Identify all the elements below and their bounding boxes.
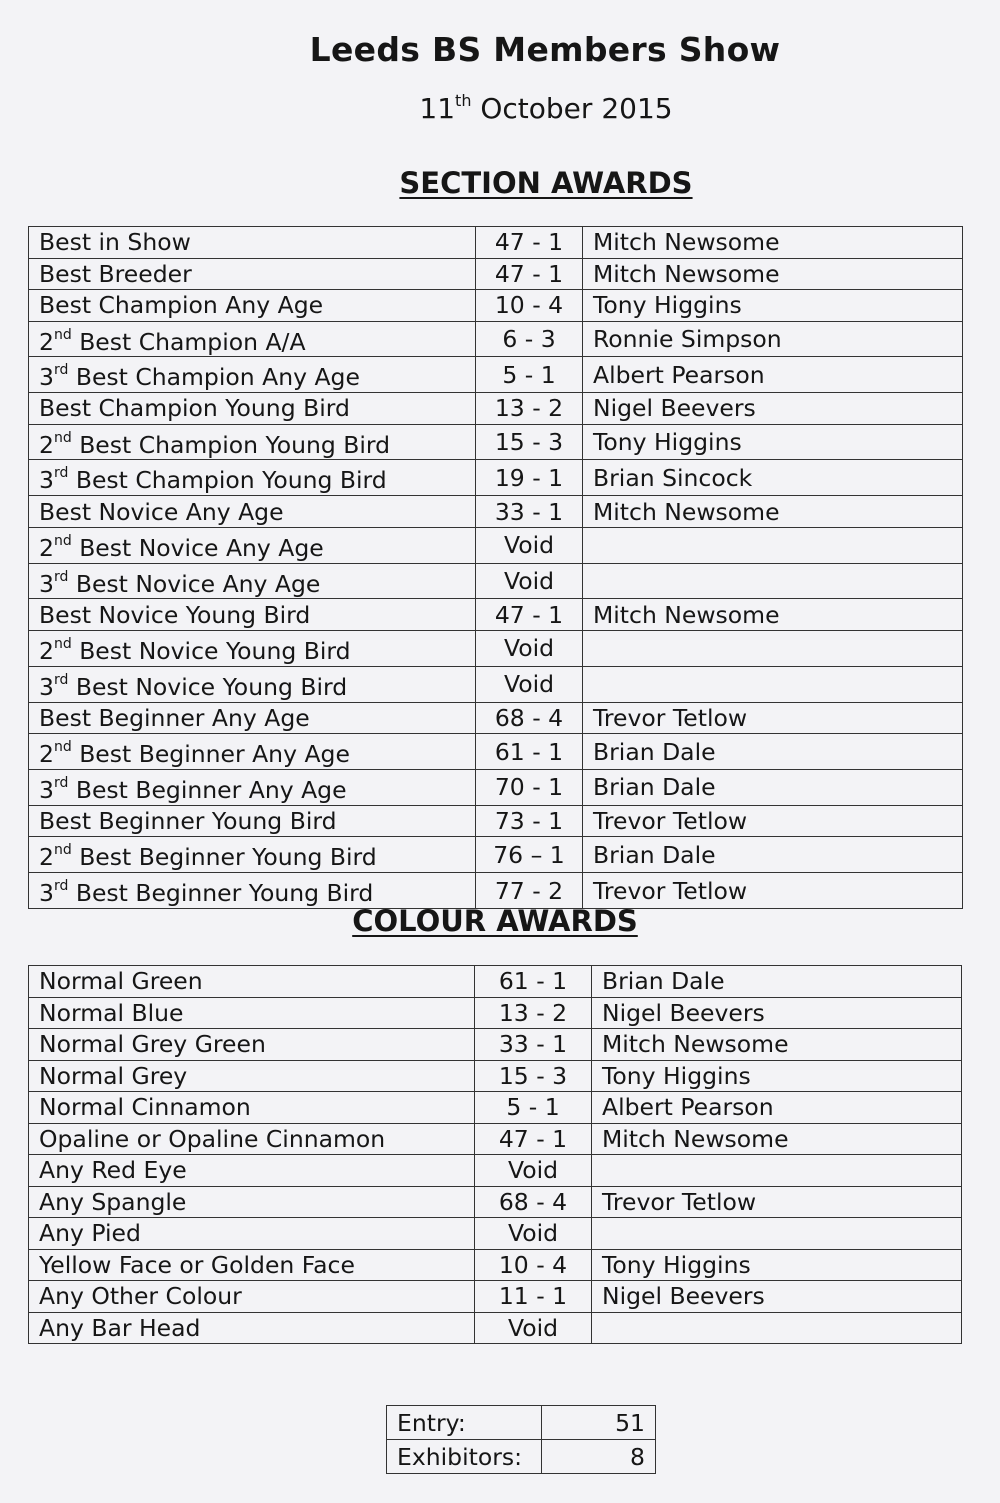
winner-name: Tony Higgins xyxy=(583,290,963,322)
winner-name xyxy=(583,563,963,599)
award-title: Best Novice Young Bird xyxy=(39,600,311,629)
winner-name xyxy=(583,666,963,702)
show-date xyxy=(246,92,846,125)
award-ordinal: 2 xyxy=(39,430,54,459)
award-title: Best Champion A/A xyxy=(71,327,306,356)
table-row xyxy=(29,666,963,702)
award-ordinal-suffix: rd xyxy=(53,878,69,895)
award-name xyxy=(29,702,476,734)
award-title: Best in Show xyxy=(39,228,191,257)
award-name: Any Red Eye xyxy=(29,1155,475,1187)
award-name: Yellow Face or Golden Face xyxy=(29,1249,475,1281)
award-name xyxy=(29,599,476,631)
table-row xyxy=(29,1312,962,1344)
section-awards-body xyxy=(29,227,963,909)
award-ordinal-suffix: nd xyxy=(53,532,72,549)
award-name: Normal Blue xyxy=(29,997,475,1029)
table-row xyxy=(29,1155,962,1187)
award-title: Best Beginner Any Age xyxy=(68,775,347,804)
pen-number: Void xyxy=(476,563,583,599)
winner-name: Trevor Tetlow xyxy=(592,1186,962,1218)
pen-number: 77 - 2 xyxy=(476,873,583,909)
winner-name: Brian Dale xyxy=(583,734,963,770)
pen-number: 68 - 4 xyxy=(476,702,583,734)
award-name xyxy=(29,496,476,528)
table-row xyxy=(29,1060,962,1092)
award-name xyxy=(29,357,476,393)
award-ordinal: 3 xyxy=(39,466,54,495)
pen-number: Void xyxy=(476,630,583,666)
award-title: Best Beginner Young Bird xyxy=(39,807,337,836)
colour-awards-table xyxy=(28,965,962,1344)
award-ordinal-suffix: rd xyxy=(53,465,69,482)
winner-name: Tony Higgins xyxy=(592,1249,962,1281)
winner-name: Albert Pearson xyxy=(583,357,963,393)
winner-name xyxy=(583,527,963,563)
winner-name: Mitch Newsome xyxy=(583,599,963,631)
winner-name: Trevor Tetlow xyxy=(583,805,963,837)
pen-number: Void xyxy=(475,1312,592,1344)
award-name: Normal Grey Green xyxy=(29,1029,475,1061)
pen-number: 19 - 1 xyxy=(476,460,583,496)
date-suffix: th xyxy=(455,90,472,110)
pen-number: 33 - 1 xyxy=(475,1029,592,1061)
award-title: Best Novice Any Age xyxy=(71,533,324,562)
award-ordinal-suffix: nd xyxy=(53,326,72,343)
table-row xyxy=(29,966,962,998)
table-row xyxy=(29,805,963,837)
table-row xyxy=(29,1249,962,1281)
award-name: Normal Green xyxy=(29,966,475,998)
exhibitors-label: Exhibitors: xyxy=(387,1440,542,1474)
award-ordinal: 2 xyxy=(39,327,54,356)
date-month-year: October 2015 xyxy=(471,92,673,125)
table-row xyxy=(29,1218,962,1250)
pen-number: 11 - 1 xyxy=(475,1281,592,1313)
winner-name: Brian Dale xyxy=(583,837,963,873)
award-name xyxy=(29,563,476,599)
table-row xyxy=(29,769,963,805)
award-name xyxy=(29,290,476,322)
award-title: Best Champion Any Age xyxy=(68,363,360,392)
table-row xyxy=(29,1092,962,1124)
colour-awards-heading: COLOUR AWARDS xyxy=(352,904,638,938)
award-name: Normal Cinnamon xyxy=(29,1092,475,1124)
award-name xyxy=(29,734,476,770)
table-row xyxy=(29,997,962,1029)
pen-number: Void xyxy=(476,666,583,702)
table-row xyxy=(29,734,963,770)
winner-name: Nigel Beevers xyxy=(592,1281,962,1313)
table-row xyxy=(29,357,963,393)
pen-number: 68 - 4 xyxy=(475,1186,592,1218)
pen-number: 5 - 1 xyxy=(475,1092,592,1124)
table-row xyxy=(29,702,963,734)
award-title: Best Beginner Young Bird xyxy=(68,878,374,907)
award-name: Normal Grey xyxy=(29,1060,475,1092)
award-title: Best Novice Young Bird xyxy=(68,672,348,701)
winner-name: Brian Dale xyxy=(592,966,962,998)
winner-name xyxy=(592,1312,962,1344)
award-ordinal: 2 xyxy=(39,533,54,562)
table-row xyxy=(29,460,963,496)
award-ordinal-suffix: rd xyxy=(53,362,69,379)
award-name xyxy=(29,527,476,563)
winner-name xyxy=(583,630,963,666)
winner-name xyxy=(592,1155,962,1187)
award-ordinal-suffix: nd xyxy=(53,635,72,652)
winner-name: Trevor Tetlow xyxy=(583,702,963,734)
entry-summary-table xyxy=(386,1405,656,1474)
table-row xyxy=(29,290,963,322)
award-ordinal-suffix: rd xyxy=(53,774,69,791)
award-title: Best Novice Young Bird xyxy=(71,636,351,665)
winner-name: Mitch Newsome xyxy=(583,496,963,528)
award-name xyxy=(29,805,476,837)
pen-number: 13 - 2 xyxy=(475,997,592,1029)
pen-number: 76 – 1 xyxy=(476,837,583,873)
table-row xyxy=(29,496,963,528)
award-title: Best Champion Any Age xyxy=(39,291,324,320)
award-name xyxy=(29,393,476,425)
award-ordinal: 2 xyxy=(39,739,54,768)
entry-value: 51 xyxy=(542,1406,656,1440)
pen-number: 15 - 3 xyxy=(475,1060,592,1092)
pen-number: 70 - 1 xyxy=(476,769,583,805)
section-awards-heading: SECTION AWARDS xyxy=(399,166,693,200)
date-day: 11 xyxy=(419,92,456,125)
award-title: Best Champion Young Bird xyxy=(68,466,387,495)
table-row xyxy=(29,1281,962,1313)
winner-name: Tony Higgins xyxy=(583,424,963,460)
table-row xyxy=(29,258,963,290)
award-ordinal: 2 xyxy=(39,636,54,665)
award-name: Any Other Colour xyxy=(29,1281,475,1313)
award-name xyxy=(29,666,476,702)
table-row xyxy=(29,563,963,599)
pen-number: 6 - 3 xyxy=(476,321,583,357)
award-ordinal-suffix: rd xyxy=(53,568,69,585)
pen-number: 61 - 1 xyxy=(475,966,592,998)
winner-name: Mitch Newsome xyxy=(583,258,963,290)
table-row xyxy=(29,599,963,631)
winner-name: Mitch Newsome xyxy=(592,1123,962,1155)
award-name xyxy=(29,630,476,666)
table-row xyxy=(29,1029,962,1061)
award-ordinal-suffix: nd xyxy=(53,429,72,446)
award-ordinal: 3 xyxy=(39,672,54,701)
table-row xyxy=(29,227,963,259)
table-row xyxy=(29,837,963,873)
winner-name: Tony Higgins xyxy=(592,1060,962,1092)
winner-name: Nigel Beevers xyxy=(592,997,962,1029)
award-ordinal: 3 xyxy=(39,775,54,804)
exhibitors-value: 8 xyxy=(542,1440,656,1474)
pen-number: 13 - 2 xyxy=(476,393,583,425)
page-title: Leeds BS Members Show xyxy=(309,30,781,69)
section-awards-table xyxy=(28,226,963,909)
award-title: Best Novice Any Age xyxy=(39,497,284,526)
winner-name: Brian Dale xyxy=(583,769,963,805)
award-title: Best Beginner Any Age xyxy=(39,703,310,732)
entry-row xyxy=(387,1406,656,1440)
table-row xyxy=(29,321,963,357)
table-row xyxy=(29,630,963,666)
pen-number: 15 - 3 xyxy=(476,424,583,460)
award-name xyxy=(29,321,476,357)
winner-name: Albert Pearson xyxy=(592,1092,962,1124)
pen-number: 47 - 1 xyxy=(476,599,583,631)
pen-number: 33 - 1 xyxy=(476,496,583,528)
award-name: Any Pied xyxy=(29,1218,475,1250)
winner-name: Nigel Beevers xyxy=(583,393,963,425)
pen-number: 61 - 1 xyxy=(476,734,583,770)
award-ordinal: 3 xyxy=(39,569,54,598)
award-name xyxy=(29,424,476,460)
award-name xyxy=(29,769,476,805)
pen-number: Void xyxy=(476,527,583,563)
table-row xyxy=(29,1186,962,1218)
award-name xyxy=(29,460,476,496)
table-row xyxy=(29,424,963,460)
table-row xyxy=(29,1123,962,1155)
award-name: Opaline or Opaline Cinnamon xyxy=(29,1123,475,1155)
award-title: Best Beginner Young Bird xyxy=(71,843,377,872)
winner-name: Mitch Newsome xyxy=(583,227,963,259)
table-row xyxy=(29,393,963,425)
award-title: Best Champion Young Bird xyxy=(39,394,350,423)
winner-name: Mitch Newsome xyxy=(592,1029,962,1061)
award-title: Best Breeder xyxy=(39,259,192,288)
award-ordinal-suffix: nd xyxy=(53,739,72,756)
entry-label: Entry: xyxy=(387,1406,542,1440)
pen-number: 10 - 4 xyxy=(476,290,583,322)
award-ordinal: 3 xyxy=(39,363,54,392)
pen-number: 47 - 1 xyxy=(476,227,583,259)
exhibitors-row xyxy=(387,1440,656,1474)
award-ordinal-suffix: rd xyxy=(53,671,69,688)
pen-number: 5 - 1 xyxy=(476,357,583,393)
award-name xyxy=(29,837,476,873)
winner-name: Brian Sincock xyxy=(583,460,963,496)
colour-awards-body xyxy=(29,966,962,1344)
pen-number: 73 - 1 xyxy=(476,805,583,837)
award-name: Any Spangle xyxy=(29,1186,475,1218)
winner-name: Trevor Tetlow xyxy=(583,873,963,909)
award-name xyxy=(29,258,476,290)
winner-name: Ronnie Simpson xyxy=(583,321,963,357)
award-title: Best Beginner Any Age xyxy=(71,739,350,768)
pen-number: Void xyxy=(475,1218,592,1250)
award-ordinal-suffix: nd xyxy=(53,842,72,859)
table-row xyxy=(29,527,963,563)
award-ordinal: 2 xyxy=(39,843,54,872)
winner-name xyxy=(592,1218,962,1250)
award-name: Any Bar Head xyxy=(29,1312,475,1344)
award-title: Best Novice Any Age xyxy=(68,569,321,598)
award-title: Best Champion Young Bird xyxy=(71,430,391,459)
pen-number: 47 - 1 xyxy=(475,1123,592,1155)
award-name xyxy=(29,227,476,259)
pen-number: Void xyxy=(475,1155,592,1187)
pen-number: 47 - 1 xyxy=(476,258,583,290)
award-ordinal: 3 xyxy=(39,878,54,907)
pen-number: 10 - 4 xyxy=(475,1249,592,1281)
